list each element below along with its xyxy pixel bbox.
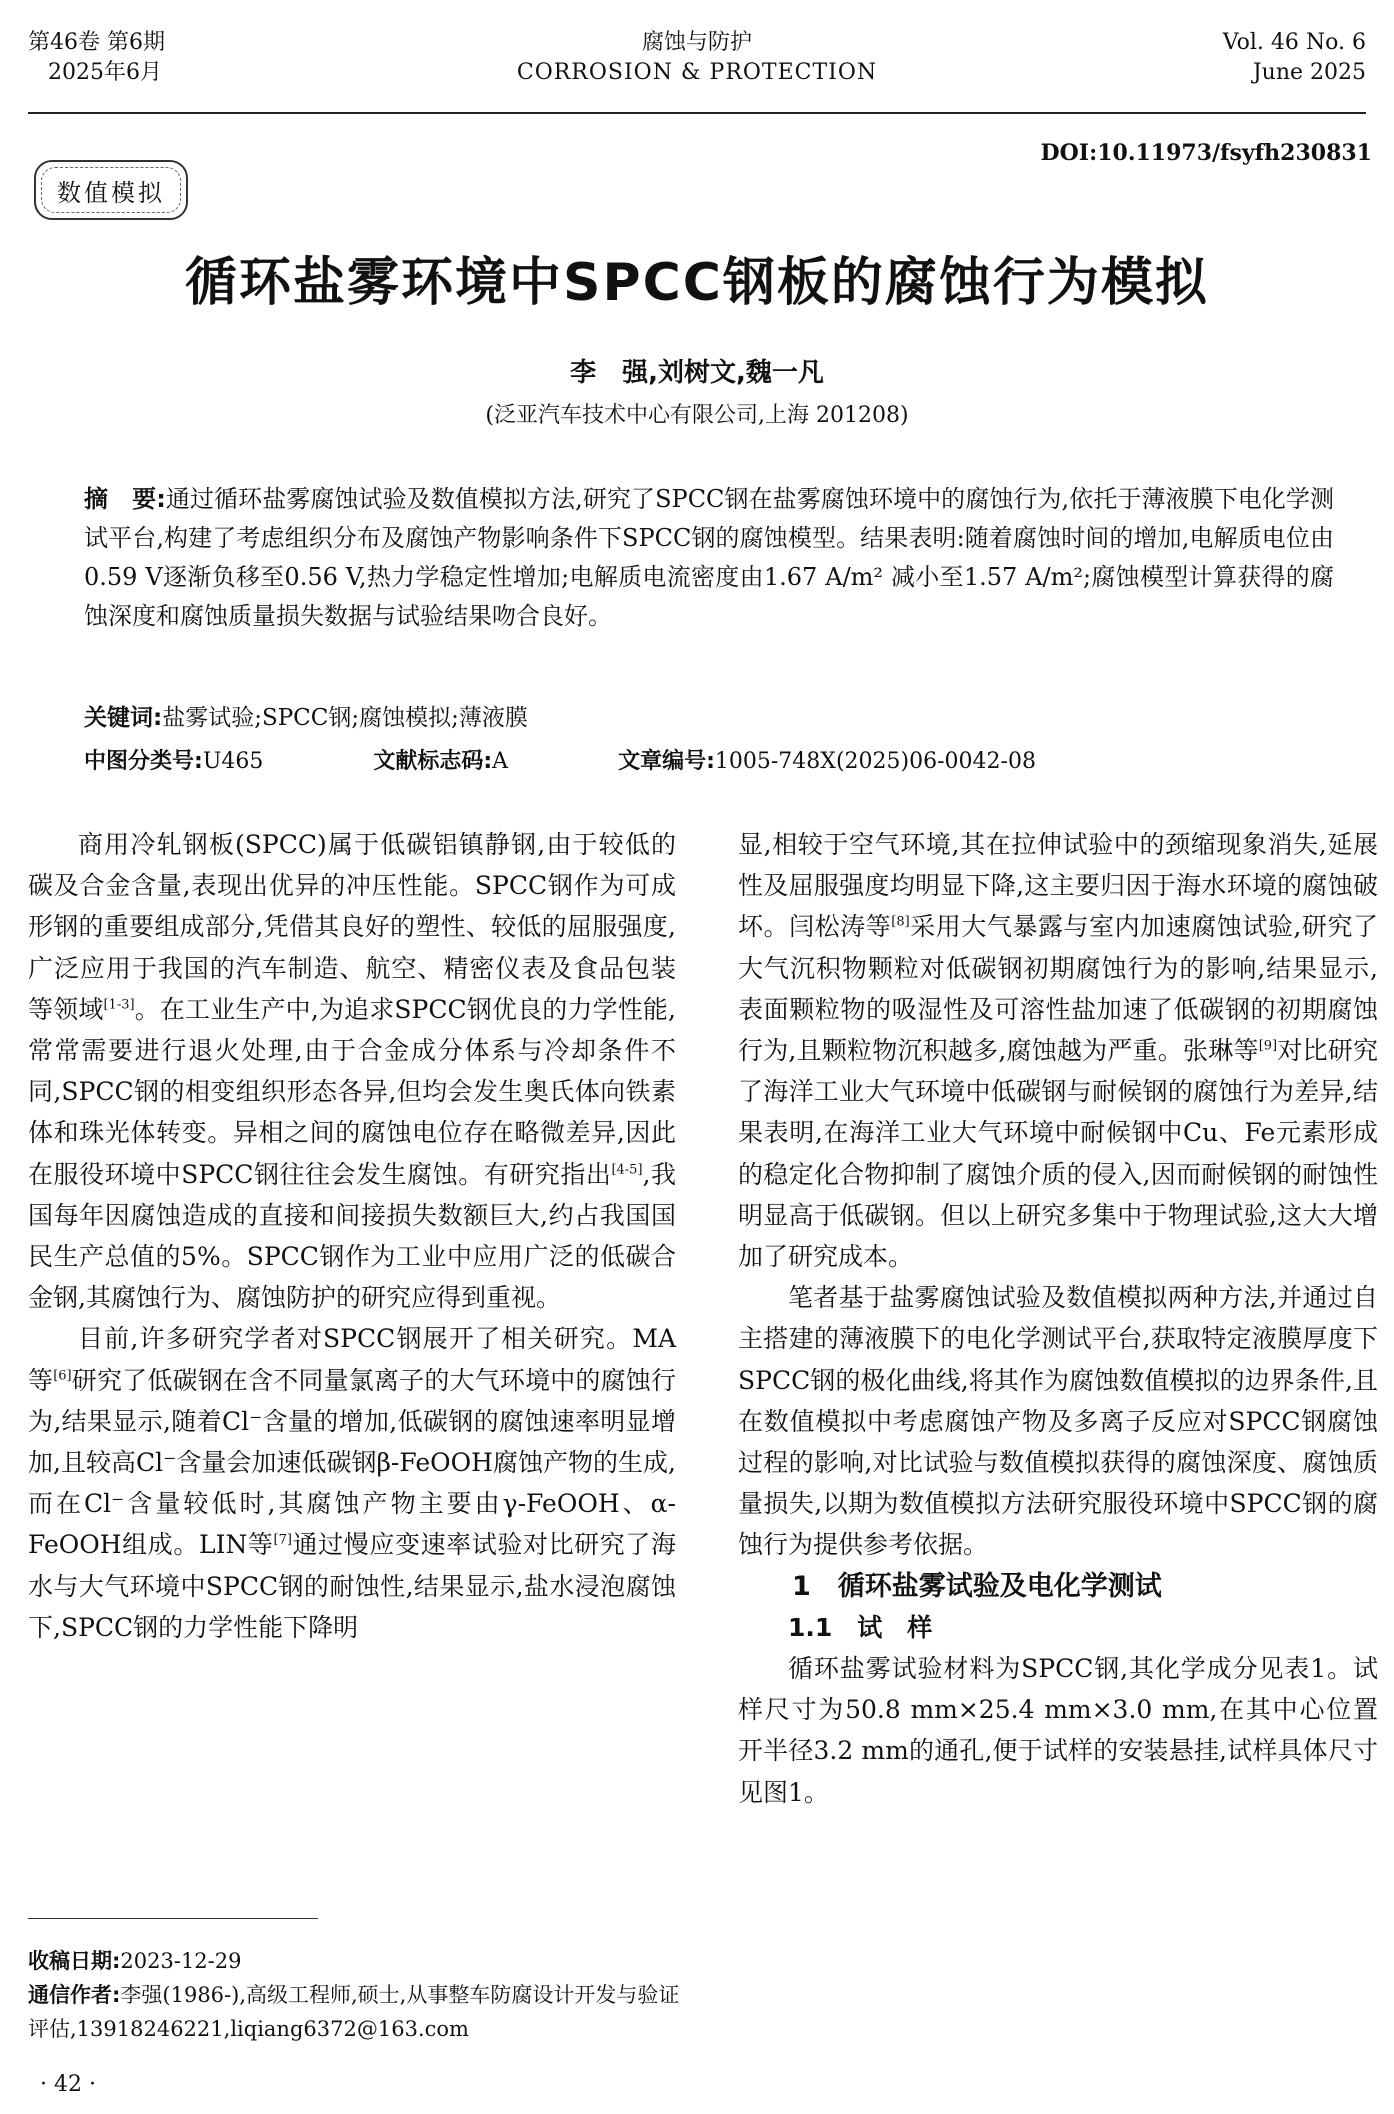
article-label: 文章编号: [618, 749, 715, 774]
text-run: 采用大气暴露与室内加速腐蚀试验,研究了大气沉积物颗粒对低碳钢初期腐蚀行为的影响,结果显示,表面颗粒物的吸湿性及可溶性盐加速了低碳钢的初期腐蚀行为,且颗粒物沉积越多,腐蚀越为严重。张琳等 [738, 912, 1378, 1066]
author-value: 李强(1986-),高级工程师,硕士,从事整车防腐设计开发与验证评估,13918246221,liqiang6372@163.com [28, 1983, 680, 2041]
authors: 李 强,刘树文,魏一凡 [570, 358, 824, 388]
citation: [7] [273, 1533, 292, 1549]
doc-label: 文献标志码: [373, 749, 493, 774]
header-volume: 第46卷 第6期 [28, 30, 165, 55]
journal-name-cn: 腐蚀与防护 [641, 30, 752, 55]
subsection-heading: 1.1 试 样 [788, 1612, 933, 1642]
footnote-rule [28, 1918, 318, 1919]
text-run: ,我国每年因腐蚀造成的直接和间接损失数额巨大,约占我国国民生产总值的5%。SPCC钢作为工业中应用广泛的低碳合金钢,其腐蚀行为、腐蚀防护的研究应得到重视。 [28, 1159, 676, 1313]
text-run: 研究了低碳钢在含不同量氯离子的大气环境中的腐蚀行为,结果显示,随着Cl⁻含量的增加,低碳钢的腐蚀速率明显增加,且较高Cl⁻含量会加速低碳钢β-FeOOH腐蚀产物的生成,而在Cl⁻含量较低时,其腐蚀产物主要由γ-FeOOH、α-FeOOH组成。LIN等 [28, 1365, 676, 1560]
header-date-en: June 2025 [1252, 60, 1366, 85]
text-run: 。在工业生产中,为追求SPCC钢优良的力学性能,常常需要进行退火处理,由于合金成分体系与冷却条件不同,SPCC钢的相变组织形态各异,但均会发生奥氏体向铁素体和珠光体转变。异相之间的腐蚀电位存在略微差异,因此在服役环境中SPCC钢往往会发生腐蚀。有研究指出 [28, 994, 676, 1189]
paper-title: 循环盐雾环境中SPCC钢板的腐蚀行为模拟 [185, 253, 1209, 313]
text-run: 显,相较于空气环境,其在拉伸试验中的颈缩现象消失,延展性及屈服强度均明显下降,这主要归因于海水环境的腐蚀破坏。闫松涛等 [738, 830, 1378, 942]
body-paragraph: 循环盐雾试验材料为SPCC钢,其化学成分见表1。试样尺寸为50.8 mm×25.4 mm×3.0 mm,在其中心位置开半径3.2 mm的通孔,便于试样的安装悬挂,试样具体尺寸见图1。 [738, 1654, 1378, 1807]
column-badge-label: 数值模拟 [57, 178, 165, 207]
author-label: 通信作者: [28, 1983, 121, 2007]
citation: [1-3] [103, 997, 135, 1013]
text-run: 通过慢应变速率试验对比研究了海水与大气环境中SPCC钢的耐蚀性,结果显示,盐水浸泡腐蚀下,SPCC钢的力学性能下降明 [28, 1530, 676, 1642]
header-volume-en: Vol. 46 No. 6 [1222, 30, 1366, 55]
footnote [28, 1944, 688, 2046]
citation: [9] [1258, 1038, 1278, 1054]
clc-code [84, 744, 263, 780]
doc-code [373, 744, 508, 780]
keywords-text: 盐雾试验;SPCC钢;腐蚀模拟;薄液膜 [162, 705, 528, 731]
journal-name [0, 28, 1394, 88]
body-paragraph: 笔者基于盐雾腐蚀试验及数值模拟两种方法,并通过自主搭建的薄液膜下的电化学测试平台,获取特定液膜厚度下SPCC钢的极化曲线,将其作为腐蚀数值模拟的边界条件,且在数值模拟中考虑腐蚀产物及多离子反应对SPCC钢腐蚀过程的影响,对比试验与数值模拟获得的腐蚀深度、腐蚀质量损失,以期为数值模拟方法研究服役环境中SPCC钢的腐蚀行为提供参考依据。 [738, 1283, 1378, 1560]
abstract [84, 480, 1334, 636]
body-paragraph [738, 824, 1378, 1277]
body-paragraph [28, 1318, 676, 1648]
received-date [28, 1944, 688, 1978]
column-badge [34, 160, 188, 220]
text-run: 商用冷轧钢板(SPCC)属于低碳铝镇静钢,由于较低的碳及合金含量,表现出优异的冲压性能。SPCC钢作为可成形钢的重要组成部分,凭借其良好的塑性、较低的屈服强度,广泛应用于我国的汽车制造、航空、精密仪表及食品包装等领域 [28, 830, 676, 1024]
journal-volume-en [1223, 28, 1366, 88]
keywords-label: 关键词: [84, 705, 163, 731]
body-right-column [738, 824, 1378, 1813]
received-value: 2023-12-29 [120, 1949, 242, 1973]
journal-name-en: CORROSION & PROTECTION [516, 60, 878, 85]
keywords [84, 700, 1334, 736]
header-rule [28, 112, 1366, 114]
received-label: 收稿日期: [28, 1949, 121, 1973]
body-paragraph [28, 824, 676, 1318]
page-number: · 42 · [40, 2072, 96, 2097]
text-run: 目前,许多研究学者对SPCC钢展开了相关研究。MA等 [28, 1324, 676, 1395]
doi: DOI:10.11973/fsyfh230831 [1040, 140, 1372, 166]
abstract-text: 通过循环盐雾腐蚀试验及数值模拟方法,研究了SPCC钢在盐雾腐蚀环境中的腐蚀行为,依托于薄液膜下电化学测试平台,构建了考虑组织分布及腐蚀产物影响条件下SPCC钢的腐蚀模型。结果表明:随着腐蚀时间的增加,电解质电位由0.59 V逐渐负移至0.56 V,热力学稳定性增加;电解质电流密度由1.67 A/m² 减小至1.57 A/m²;腐蚀模型计算获得的腐蚀深度和腐蚀质量损失数据与试验结果吻合良好。 [84, 485, 1334, 630]
header-date: 2025年6月 [48, 60, 162, 85]
affiliation: (泛亚汽车技术中心有限公司,上海 201208) [485, 403, 909, 428]
citation: [6] [53, 1368, 72, 1384]
classification-line [84, 744, 1334, 780]
text-run: 对比研究了海洋工业大气环境中低碳钢与耐候钢的腐蚀行为差异,结果表明,在海洋工业大气环境中耐候钢中Cu、Fe元素形成的稳定化合物抑制了腐蚀介质的侵入,因而耐候钢的耐蚀性明显高于低碳钢。但以上研究多集中于物理试验,这大大增加了研究成本。 [738, 1036, 1378, 1272]
doc-value: A [492, 749, 509, 774]
article-number [618, 744, 1036, 780]
badge-border [41, 167, 181, 213]
article-value: 1005-748X(2025)06-0042-08 [714, 749, 1036, 774]
clc-value: U465 [202, 749, 264, 774]
body-left-column [28, 824, 676, 1648]
citation: [8] [891, 915, 910, 931]
corresponding-author [28, 1978, 688, 2046]
abstract-label: 摘 要: [84, 485, 166, 513]
section-heading: 1 循环盐雾试验及电化学测试 [792, 1570, 1162, 1602]
clc-label: 中图分类号: [84, 749, 203, 774]
citation: [4-5] [611, 1162, 643, 1178]
